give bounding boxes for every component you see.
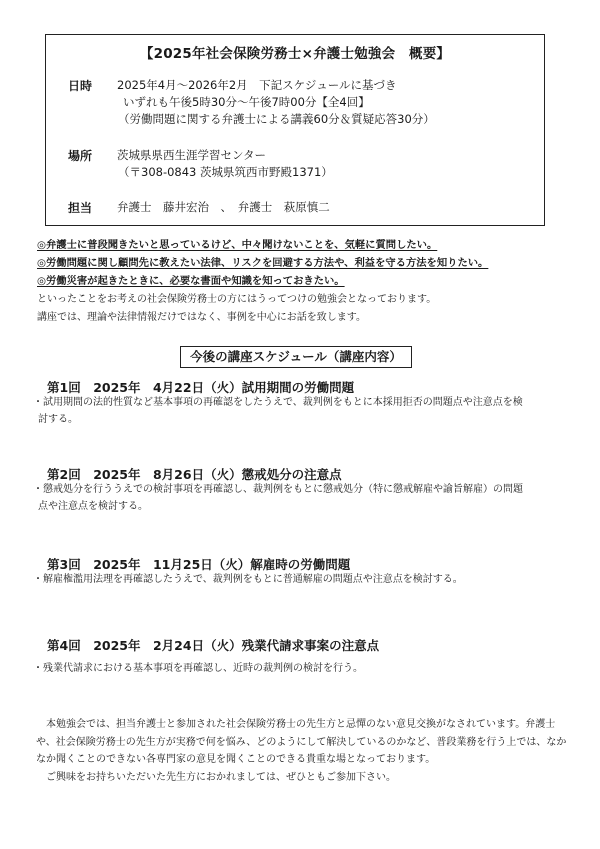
session-1-desc-1: ・試用期間の法的性質など基本事項の再確認をしたうえで、裁判例をもとに本採用拒否の問題点や注意点を検 (33, 397, 523, 408)
note-2: ◎労働問題に関し顧問先に教えたい法律、リスクを回避する方法や、利益を守る方法を知りたい。 (37, 257, 489, 269)
session-1-desc-2: 討する。 (38, 414, 78, 425)
staff-names: 弁護士 藤井宏治 、 弁護士 萩原慎二 (117, 200, 330, 214)
session-3-heading: 第3回 2025年 11月25日（火）解雇時の労働問題 (47, 557, 351, 572)
session-1-heading: 第1回 2025年 4月22日（火）試用期間の労働問題 (47, 380, 355, 395)
place-line-2: （〒308-0843 茨城県筑西市野殿1371） (118, 165, 333, 179)
session-3-desc-1: ・解雇権濫用法理を再確認したうえで、裁判例をもとに普通解雇の問題点や注意点を検討する。 (33, 574, 463, 585)
closing-line-1: 本勉強会では、担当弁護士と参加された社会保険労務士の先生方と忌憚のない意見交換がなされています。弁護士 (46, 719, 556, 730)
session-4-heading: 第4回 2025年 2月24日（火）残業代請求事案の注意点 (47, 638, 380, 653)
note-1: ◎弁護士に普段聞きたいと思っているけど、中々聞けないことを、気軽に質問したい。 (37, 239, 438, 251)
session-2-heading: 第2回 2025年 8月26日（火）懲戒処分の注意点 (47, 467, 342, 482)
intro-line-1: といったことをお考えの社会保険労務士の方にはうってつけの勉強会となっております。 (37, 294, 437, 305)
date-line-3: （労働問題に関する弁護士による講義60分＆質疑応答30分） (118, 112, 435, 126)
note-3: ◎労働災害が起きたときに、必要な書面や知識を知っておきたい。 (37, 275, 345, 287)
place-label: 場所 (68, 149, 93, 163)
session-4-desc-1: ・残業代請求における基本事項を再確認し、近時の裁判例の検討を行う。 (33, 663, 363, 674)
session-2-desc-1: ・懲戒処分を行ううえでの検討事項を再確認し、裁判例をもとに懲戒処分（特に懲戒解雇や諭旨解雇）の問題 (33, 484, 523, 495)
closing-line-2: や、社会保険労務士の先生方が実務で何を悩み、どのようにして解決しているのかなど、普段業務を行う上では、なか (36, 736, 567, 748)
closing-line-4: ご興味をお持ちいただいた先生方におかれましては、ぜひともご参加下さい。 (46, 771, 396, 783)
intro-line-2: 講座では、理論や法律情報だけではなく、事例を中心にお話を致します。 (37, 312, 366, 323)
schedule-title: 今後の講座スケジュール（講座内容） (180, 346, 412, 368)
closing-line-3: なか聞くことのできない各専門家の意見を聞くことのできる貴重な場となっております。 (36, 754, 436, 765)
overview-box (45, 34, 545, 226)
date-line-2: いずれも午後5時30分～午後7時00分【全4回】 (123, 95, 370, 109)
session-2-desc-2: 点や注意点を検討する。 (38, 501, 148, 512)
date-line-1: 2025年4月～2026年2月 下記スケジュールに基づき (117, 78, 397, 92)
overview-title: 【2025年社会保険労務士×弁護士勉強会 概要】 (139, 46, 451, 62)
place-line-1: 茨城県県西生涯学習センター (117, 148, 267, 162)
date-label: 日時 (68, 79, 93, 93)
staff-label: 担当 (68, 201, 93, 215)
closing-text (36, 716, 566, 786)
